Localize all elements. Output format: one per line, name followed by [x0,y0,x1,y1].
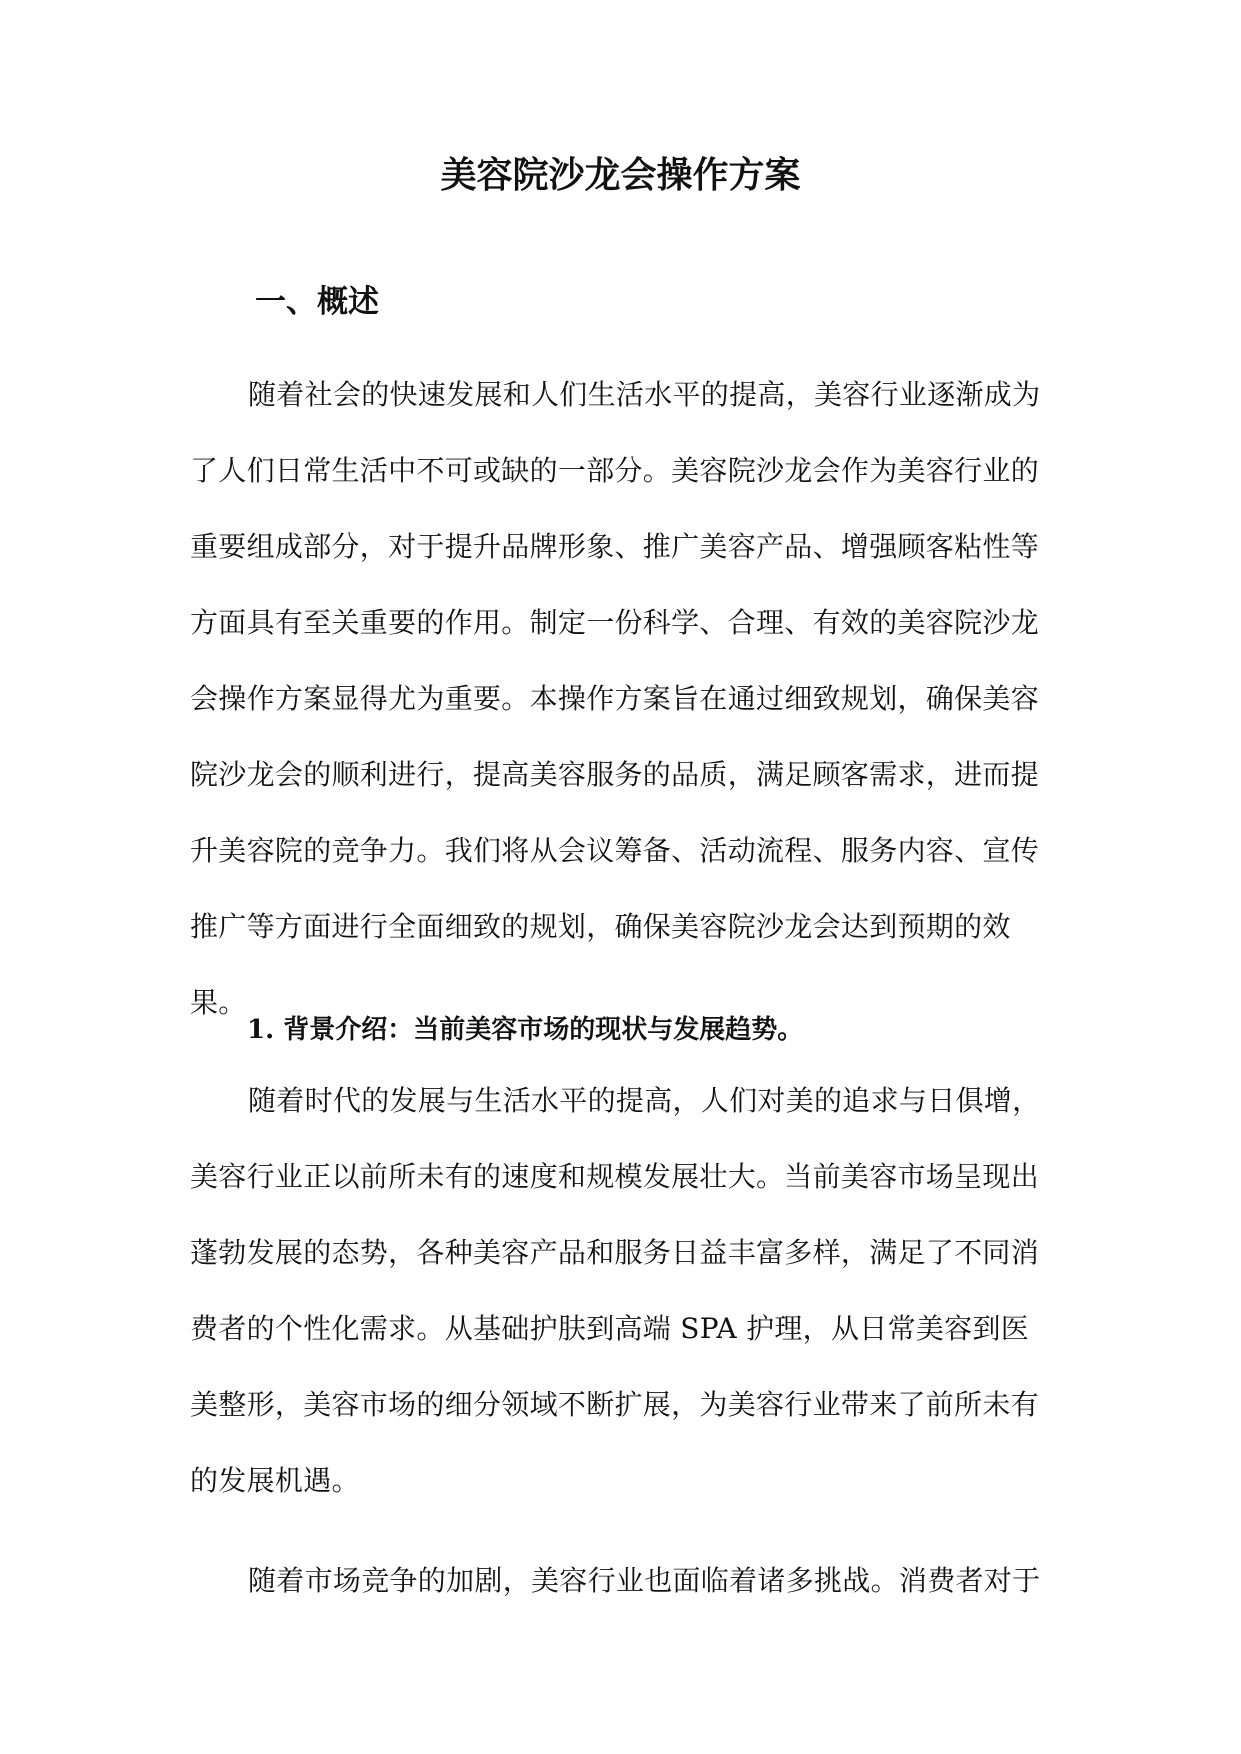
document-title: 美容院沙龙会操作方案 [440,154,801,196]
section-heading-overview: 一、概述 [255,284,379,320]
paragraph-market-status: 随着时代的发展与生活水平的提高，人们对美的追求与日俱增，美容行业正以前所未有的速度和规模发展壮大。当前美容市场呈现出蓬勃发展的态势，各种美容产品和服务日益丰富多样，满足了不同消费者的个性化需求。从基础护肤到高端 SPA 护理，从日常美容到医美整形，美容市场的细分领域不断扩展，为美容行业带来了前所未有的发展机遇。 [190,1084,1041,1497]
paragraph-overview: 随着社会的快速发展和人们生活水平的提高，美容行业逐渐成为了人们日常生活中不可或缺的一部分。美容院沙龙会作为美容行业的重要组成部分，对于提升品牌形象、推广美容产品、增强顾客粘性等方面具有至关重要的作用。制定一份科学、合理、有效的美容院沙龙会操作方案显得尤为重要。本操作方案旨在通过细致规划，确保美容院沙龙会的顺利进行，提高美容服务的品质，满足顾客需求，进而提升美容院的竞争力。我们将从会议筹备、活动流程、服务内容、宣传推广等方面进行全面细致的规划，确保美容院沙龙会达到预期的效果。 [190,378,1041,1019]
paragraph-market-challenges: 随着市场竞争的加剧，美容行业也面临着诸多挑战。消费者对于 [248,1564,1041,1597]
subheading-background: 1. 背景介绍：当前美容市场的现状与发展趋势。 [247,1015,804,1045]
